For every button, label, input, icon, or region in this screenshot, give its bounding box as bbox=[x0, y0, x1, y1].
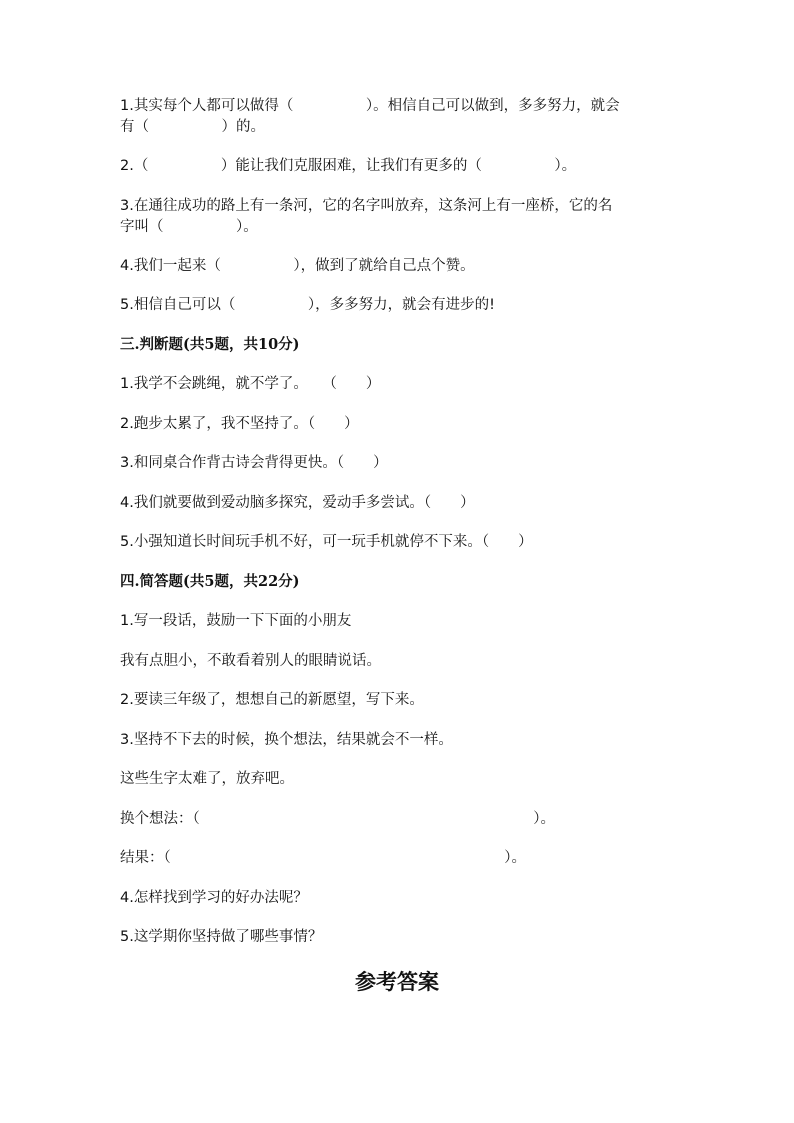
answer-key-title: 参考答案 bbox=[355, 969, 439, 994]
fill-blank-q3-line1: 3.在通往成功的路上有一条河，它的名字叫放弃，这条河上有一座桥，它的名 bbox=[120, 198, 613, 214]
judge-q2: 2.跑步太累了，我不坚持了。（ ） bbox=[120, 416, 359, 432]
short-answer-q3-example: 这些生字太难了，放弃吧。 bbox=[120, 771, 294, 787]
short-answer-q3-change: 换个想法：（ ）。 bbox=[120, 811, 555, 827]
short-answer-q2: 2.要读三年级了，想想自己的新愿望，写下来。 bbox=[120, 692, 424, 708]
fill-blank-q2: 2.（ ）能让我们克服困难，让我们有更多的（ ）。 bbox=[120, 158, 577, 174]
fill-blank-q4: 4.我们一起来（ ），做到了就给自己点个赞。 bbox=[120, 258, 475, 274]
short-answer-q5: 5.这学期你坚持做了哪些事情？ bbox=[120, 929, 323, 945]
judge-q4: 4.我们就要做到爱动脑多探究，爱动手多尝试。（ ） bbox=[120, 495, 475, 511]
fill-blank-q1-line1: 1.其实每个人都可以做得（ ）。相信自己可以做到，多多努力，就会 bbox=[120, 98, 620, 114]
short-answer-q4: 4.怎样找到学习的好办法呢？ bbox=[120, 890, 308, 906]
short-answer-q1-prompt: 我有点胆小，不敢看着别人的眼睛说话。 bbox=[120, 653, 381, 669]
short-answer-q3: 3.坚持不下去的时候，换个想法，结果就会不一样。 bbox=[120, 732, 453, 748]
short-answer-q1: 1.写一段话，鼓励一下下面的小朋友 bbox=[120, 613, 352, 629]
judge-q1: 1.我学不会跳绳，就不学了。 （ ） bbox=[120, 376, 381, 392]
fill-blank-q1-line2: 有（ ）的。 bbox=[120, 119, 265, 135]
short-answer-section-heading: 四.简答题(共5题，共22分) bbox=[120, 573, 300, 590]
judge-q5: 5.小强知道长时间玩手机不好，可一玩手机就停不下来。（ ） bbox=[120, 534, 533, 550]
judge-section-heading: 三.判断题(共5题，共10分) bbox=[120, 336, 300, 353]
short-answer-q3-result: 结果：（ ）。 bbox=[120, 850, 526, 866]
judge-q3: 3.和同桌合作背古诗会背得更快。（ ） bbox=[120, 455, 388, 471]
fill-blank-q5: 5.相信自己可以（ ），多多努力，就会有进步的! bbox=[120, 297, 495, 313]
fill-blank-q3-line2: 字叫（ ）。 bbox=[120, 219, 258, 235]
